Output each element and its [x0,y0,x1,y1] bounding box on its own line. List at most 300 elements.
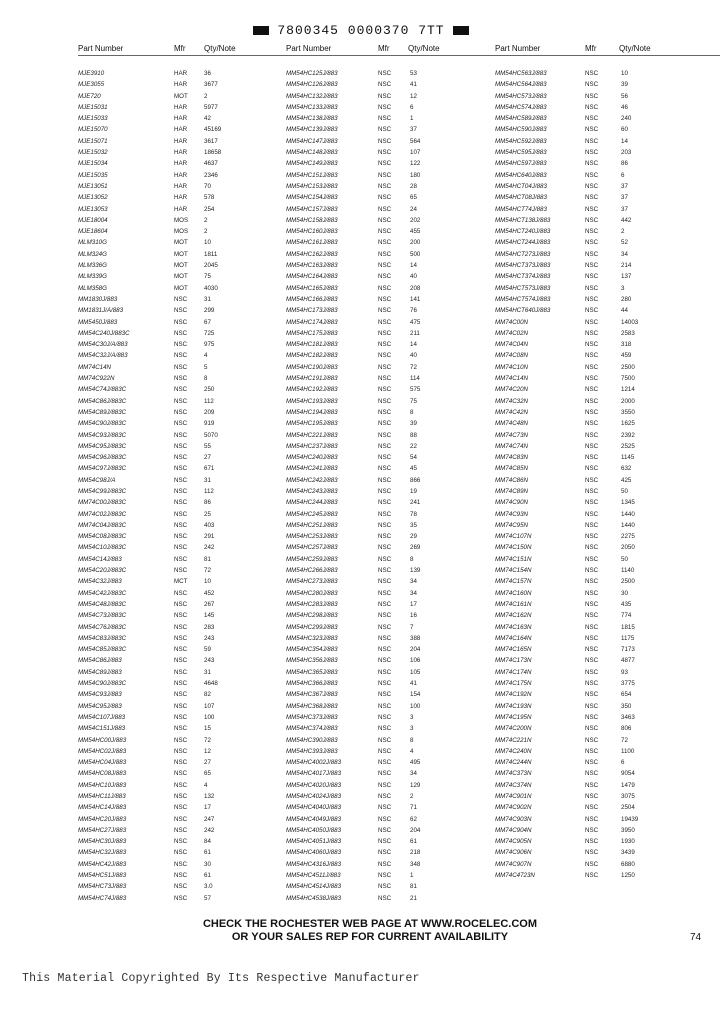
table-row [495,294,720,305]
table-row [78,147,303,158]
qty-cell: 1100 [621,747,635,755]
table-row [286,802,511,813]
part-number-cell: MJE15032 [78,149,108,157]
part-number-cell: MM54C14J/883 [78,555,122,563]
mfr-cell: NSC [378,544,392,552]
mfr-cell: NSC [585,600,599,608]
table-row [286,373,511,384]
table-row [78,271,303,282]
mfr-cell: HAR [174,81,188,89]
qty-cell: 1175 [621,634,635,642]
part-number-cell: MM54C86J/883C [78,397,127,405]
table-row [286,463,511,474]
qty-cell: 2275 [621,533,635,541]
part-number-cell: MM54C32J/A/883 [78,352,128,360]
table-row [286,689,511,700]
table-row [286,158,511,169]
part-number-cell: MM54HC14J/883 [78,804,127,812]
table-row [286,215,511,226]
mfr-cell: NSC [585,815,599,823]
qty-cell: 8 [410,736,414,744]
qty-cell: 44 [621,307,628,315]
part-number-cell: MM54HC251J/883 [286,521,338,529]
mfr-cell: HAR [174,171,188,179]
part-number-cell: MM74C905N [495,838,532,846]
mfr-cell: NSC [174,759,188,767]
mfr-cell: NSC [174,725,188,733]
table-row [495,723,720,734]
qty-cell: 1479 [621,781,635,789]
table-row [286,667,511,678]
part-number-cell: MM54HC139J/883 [286,126,338,134]
part-number-cell: MM74C86N [495,476,529,484]
table-row [286,859,511,870]
mfr-cell: NSC [378,646,392,654]
qty-cell: 12 [410,92,417,100]
part-number-cell: MM54HCT374J/883 [495,273,551,281]
qty-cell: 30 [204,860,211,868]
qty-cell: 75 [410,397,417,405]
table-row [78,68,303,79]
qty-cell: 975 [204,341,215,349]
mfr-cell: HAR [174,103,188,111]
qty-cell: 122 [410,160,421,168]
qty-cell: 8 [410,408,414,416]
table-row [495,746,720,757]
table-row [495,531,720,542]
qty-cell: 7 [410,623,414,631]
table-row [286,339,511,350]
qty-cell: 45169 [204,126,222,134]
qty-cell: 866 [410,476,421,484]
mfr-cell: NSC [174,510,188,518]
table-row [78,565,303,576]
part-number-cell: MM74C195N [495,713,532,721]
qty-cell: 40 [410,352,417,360]
qty-cell: 8 [204,375,208,383]
mfr-cell: NSC [174,838,188,846]
qty-cell: 72 [410,363,417,371]
table-row [286,644,511,655]
table-row [495,802,720,813]
mfr-cell: NSC [378,408,392,416]
mfr-cell: NSC [378,273,392,281]
mfr-cell: NSC [174,668,188,676]
qty-cell: 114 [410,375,420,383]
qty-cell: 34 [410,578,417,586]
qty-cell: 2000 [621,397,635,405]
qty-cell: 67 [204,318,211,326]
part-number-cell: MM54HC4316J/883 [286,860,342,868]
table-row [495,814,720,825]
part-number-cell: MM74C02N [495,329,529,337]
qty-cell: 82 [204,691,211,699]
qty-cell: 9054 [621,770,635,778]
mfr-cell: HAR [174,182,188,190]
table-row [286,170,511,181]
mfr-cell: NSC [378,363,392,371]
mfr-cell: NSC [585,239,599,247]
table-row [78,339,303,350]
part-number-cell: MM54HC148J/883 [286,149,338,157]
part-number-cell: MM54HC4060J/883 [286,849,342,857]
part-number-cell: MM54HC259J/883 [286,555,338,563]
mfr-cell: NSC [585,567,599,575]
table-row [495,305,720,316]
part-number-cell: MM54HCT574J/883 [495,295,551,303]
qty-cell: 1815 [621,623,635,631]
part-number-cell: MJE3910 [78,70,105,77]
part-number-cell: MM54HC04J/883 [78,759,127,767]
table-row [495,735,720,746]
qty-cell: 250 [204,386,215,394]
table-row [495,362,720,373]
table-row [495,486,720,497]
part-number-cell: MM54HC299J/883 [286,623,338,631]
qty-cell: 139 [410,567,421,575]
mfr-cell: NSC [174,420,188,428]
qty-cell: 78 [410,510,417,518]
qty-cell: 2 [204,228,208,236]
qty-cell: 60 [621,126,628,134]
mfr-cell: NSC [378,657,392,665]
barcode-header [246,20,476,40]
qty-cell: 61 [204,872,211,880]
parts-column-1 [78,44,303,904]
part-number-cell: MM74C174N [495,668,532,676]
part-number-cell: MM54HC11J/883 [78,793,126,800]
part-number-cell: MM54C95J/883 [78,702,122,710]
mfr-cell: NSC [174,341,188,349]
mfr-cell: NSC [378,182,392,190]
qty-cell: 72 [204,736,211,744]
mfr-cell: NSC [585,872,599,880]
table-row [78,192,303,203]
table-row [286,701,511,712]
qty-cell: 14003 [621,318,639,326]
table-row [495,610,720,621]
qty-cell: 1214 [621,386,635,394]
table-row [286,147,511,158]
qty-cell: 34 [410,589,417,597]
part-number-cell: MM54HCT74J/883 [495,205,547,213]
qty-cell: 29 [410,533,417,541]
qty-cell: 4637 [204,160,218,168]
part-number-cell: MM54C08J/883C [78,533,127,541]
table-row [286,655,511,666]
part-number-cell: MM54HC374J/883 [286,725,338,733]
mfr-cell: NSC [585,431,599,439]
qty-cell: 17 [410,600,417,608]
part-number-cell: MM74C4723N [495,872,535,880]
part-number-cell: MM74C08N [495,352,529,360]
part-number-cell: MJE13051 [78,182,108,190]
qty-cell: 1 [410,872,414,880]
mfr-cell: NSC [585,420,599,428]
qty-cell: 318 [621,341,632,349]
mfr-cell: NSC [585,657,599,665]
table-row [286,441,511,452]
mfr-cell: NSC [378,668,392,676]
qty-cell: 35 [410,521,417,529]
table-row [78,509,303,520]
part-number-cell: MM54HC4050J/883 [286,826,342,834]
qty-cell: 2392 [621,431,635,439]
table-row [78,441,303,452]
part-number-cell: MM54HC173J/883 [286,307,338,315]
table-row [495,317,720,328]
table-row [286,735,511,746]
mfr-cell: NSC [174,612,188,620]
part-number-cell: MM74C04J/883C [78,521,127,529]
table-row [495,204,720,215]
table-row [495,825,720,836]
table-row [286,136,511,147]
qty-cell: 71 [410,804,417,812]
mfr-cell: NSC [174,397,188,405]
qty-cell: 81 [204,555,211,563]
part-number-cell: MM74C192N [495,691,532,699]
mfr-cell: NSC [585,725,599,733]
table-row [286,407,511,418]
page-number: 74 [690,932,702,943]
qty-cell: 209 [204,408,215,416]
table-row [78,825,303,836]
part-number-cell: MM54HC125J/883 [286,70,338,77]
part-number-cell: MM74C906N [495,849,532,857]
mfr-cell: NSC [585,397,599,405]
part-number-cell: MM74C901N [495,793,532,800]
qty-cell: 14 [621,137,628,145]
qty-cell: 2500 [621,363,635,371]
table-row [286,588,511,599]
qty-cell: 55 [204,442,211,450]
mfr-cell: NSC [378,815,392,823]
table-row [495,520,720,531]
table-row [495,339,720,350]
mfr-cell: NSC [378,849,392,857]
qty-cell: 86 [204,499,211,507]
table-row [286,893,511,904]
mfr-cell: MOT [174,92,188,100]
qty-cell: 632 [621,465,632,473]
mfr-cell: NSC [585,544,599,552]
qty-cell: 61 [204,849,211,857]
part-number-cell: MM54HC595J/883 [495,149,547,157]
mfr-cell: MOT [174,273,188,281]
qty-cell: 211 [410,329,420,337]
qty-cell: 34 [621,250,628,258]
qty-cell: 62 [410,815,417,823]
mfr-cell: NSC [174,634,188,642]
mfr-cell: NSC [174,860,188,868]
part-number-cell: MM54HC564J/883 [495,81,547,89]
table-row [495,328,720,339]
part-number-cell: MM54HC257J/883 [286,544,338,552]
table-row [78,723,303,734]
part-number-cell: MM54HC132J/883 [286,92,338,100]
part-number-cell: MM74C173N [495,657,532,665]
part-number-cell: MM54HC51J/883 [78,872,127,880]
mfr-cell: NSC [585,115,599,123]
part-number-cell: MM54HC163J/883 [286,262,338,270]
qty-cell: 57 [204,894,211,902]
mfr-cell: NSC [585,849,599,857]
mfr-cell: NSC [585,329,599,337]
qty-cell: 1930 [621,838,635,846]
qty-cell: 459 [621,352,632,360]
table-row [495,622,720,633]
mfr-cell: NSC [378,160,392,168]
table-row [286,192,511,203]
part-number-cell: MJE720 [78,92,101,100]
qty-cell: 3617 [204,137,218,145]
table-row [286,79,511,90]
mfr-cell: NSC [378,567,392,575]
mfr-cell: NSC [378,431,392,439]
table-row [286,271,511,282]
mfr-cell: NSC [585,860,599,868]
table-row [286,418,511,429]
part-number-cell: MM54HC4040J/883 [286,804,342,812]
mfr-cell: NSC [378,838,392,846]
table-row [495,124,720,135]
part-number-cell: MM54C83J/883C [78,634,127,642]
qty-cell: 1440 [621,521,635,529]
qty-cell: 452 [204,589,215,597]
mfr-cell: NSC [378,126,392,134]
part-number-cell: MM54HC221J/883 [286,431,338,439]
part-number-cell: MM54HC193J/883 [286,397,338,405]
part-number-cell: MM54HC194J/883 [286,408,338,416]
part-number-cell: MM54HC590J/883 [495,126,547,134]
part-number-cell: MJE3055 [78,81,105,89]
mfr-cell: NSC [585,589,599,597]
qty-cell: 42 [204,115,211,123]
mfr-cell: NSC [585,646,599,654]
mfr-cell: NSC [378,284,392,292]
part-number-cell: MM54HC149J/883 [286,160,338,168]
table-row [78,373,303,384]
part-number-cell: MM54C99J/883C [78,487,127,495]
qty-cell: 24 [410,205,417,213]
table-row [78,328,303,339]
availability-line-1: CHECK THE ROCHESTER WEB PAGE AT WWW.ROCELEC.COM [202,918,538,930]
part-number-cell: MLM339G [78,273,107,281]
table-row [78,181,303,192]
qty-cell: 6 [410,103,414,111]
qty-cell: 204 [410,646,421,654]
part-number-cell: MM54HC153J/883 [286,182,338,190]
qty-cell: 86 [621,160,628,168]
part-number-cell: MM54HC161J/883 [286,239,338,247]
qty-cell: 72 [621,736,628,744]
table-row [286,226,511,237]
mfr-cell: NSC [585,781,599,789]
part-number-cell: MM54C240J/883C [78,329,130,337]
part-number-cell: MM74C85N [495,465,529,473]
part-number-cell: MM54HC573J/883 [495,92,547,100]
qty-cell: 112 [204,397,214,405]
mfr-cell: NSC [585,103,599,111]
qty-cell: 56 [621,92,628,100]
table-row [495,136,720,147]
table-row [495,102,720,113]
table-row [495,158,720,169]
mfr-cell: NSC [585,194,599,202]
availability-notice [150,918,590,944]
qty-cell: 37 [621,194,628,202]
mfr-cell: NSC [585,408,599,416]
table-row [495,599,720,610]
part-number-cell: MM54HC182J/883 [286,352,338,360]
part-number-cell: MM54HC589J/883 [495,115,547,123]
mfr-cell: NSC [378,872,392,880]
part-number-cell: MJE15034 [78,160,108,168]
part-number-cell: MM54HC245J/883 [286,510,338,518]
part-number-cell: MM54HC42J/883 [78,860,127,868]
qty-cell: 4 [410,747,414,755]
part-number-cell: MM54C30J/A/883 [78,341,128,349]
mfr-heading: Mfr [174,44,186,53]
mfr-cell: NSC [378,894,392,902]
table-row [78,317,303,328]
mfr-cell: NSC [378,612,392,620]
qty-cell: 46 [621,103,628,111]
qty-cell: 31 [204,295,211,303]
qty-cell: 7500 [621,375,635,383]
mfr-cell: NSC [585,137,599,145]
mfr-cell: NSC [585,793,599,800]
part-number-cell: MM74C922N [78,375,115,383]
table-row [78,520,303,531]
part-number-cell: MM74C373N [495,770,532,778]
mfr-cell: NSC [378,487,392,495]
mfr-cell: NSC [378,329,392,337]
part-number-cell: MM74C164N [495,634,532,642]
part-number-cell: MLM336G [78,262,107,270]
table-row [495,836,720,847]
mfr-cell: NSC [585,702,599,710]
part-number-cell: MM54HC165J/883 [286,284,338,292]
table-row [78,893,303,904]
mfr-cell: NSC [585,521,599,529]
table-row [495,79,720,90]
table-row [78,170,303,181]
table-row [78,644,303,655]
table-row [495,113,720,124]
part-number-cell: MM74C200N [495,725,532,733]
parts-list [286,68,511,904]
table-row [78,554,303,565]
table-row [286,622,511,633]
part-number-cell: MLM324G [78,250,107,258]
table-row [78,576,303,587]
part-number-cell: MM54HC157J/883 [286,205,338,213]
table-row [286,497,511,508]
part-number-cell: MM54HC151J/883 [286,171,338,179]
table-row [286,113,511,124]
mfr-cell: MCT [174,578,188,586]
qty-cell: 12 [204,747,211,755]
part-number-cell: MM54C151J/883 [78,725,126,733]
table-row [78,746,303,757]
part-number-cell: MM74C175N [495,680,532,688]
qty-cell: 6 [621,171,625,179]
qty-cell: 218 [410,849,421,857]
part-number-cell: MM54HC241J/883 [286,465,338,473]
part-number-cell: MM54C97J/883C [78,465,127,473]
